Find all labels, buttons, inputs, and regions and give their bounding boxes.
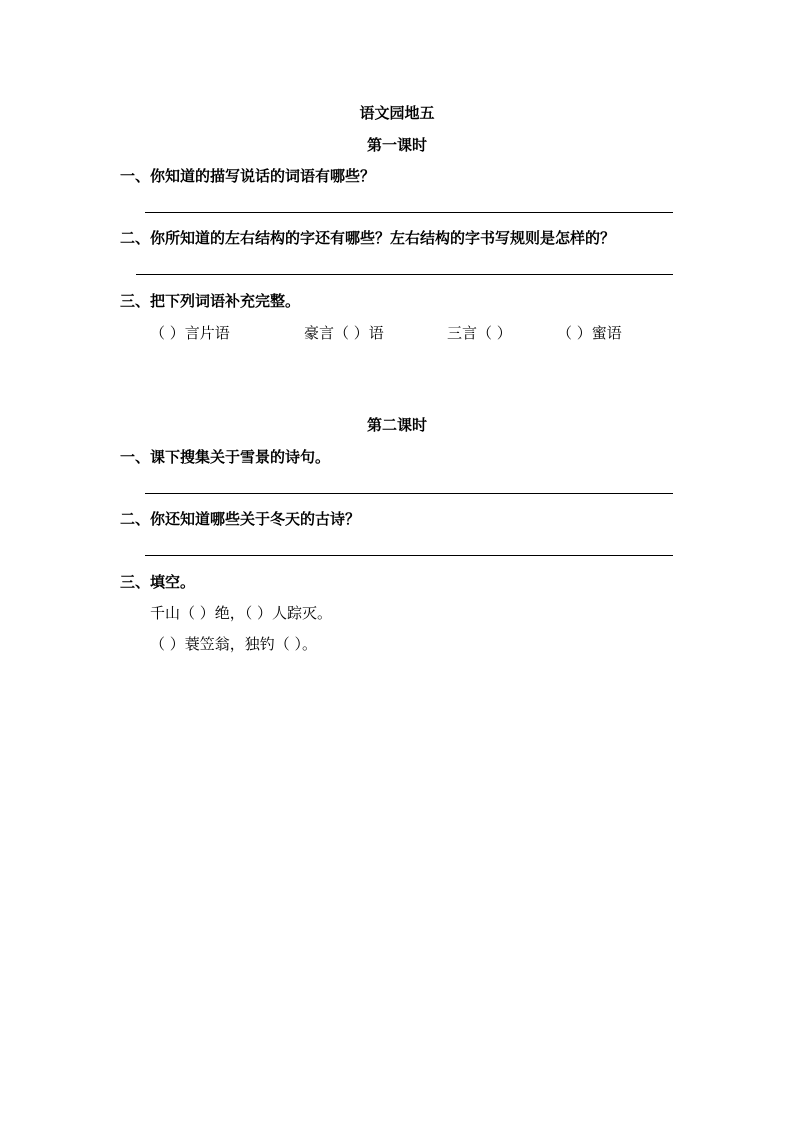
poem-fill-line-1[interactable]: 千山（ ）绝，（ ）人踪灭。 <box>150 604 333 622</box>
fill-item-1[interactable]: （ ）言片语 <box>150 324 230 342</box>
lesson-1-heading: 第一课时 <box>366 136 427 154</box>
answer-line-l2-q2[interactable] <box>145 555 673 556</box>
lesson-2-question-1: 一、课下搜集关于雪景的诗句。 <box>120 448 331 466</box>
poem-fill-line-2[interactable]: （ ）蓑笠翁，独钓（ ）。 <box>150 635 318 653</box>
fill-item-4[interactable]: （ ）蜜语 <box>557 324 622 342</box>
answer-line-l2-q1[interactable] <box>145 493 673 494</box>
lesson-1-question-3: 三、把下列词语补充完整。 <box>120 292 301 310</box>
lesson-2-question-3: 三、填空。 <box>120 573 196 591</box>
answer-line-l1-q1[interactable] <box>145 212 673 213</box>
fill-item-3[interactable]: 三言（ ） <box>447 324 512 342</box>
fill-item-2[interactable]: 豪言（ ）语 <box>304 324 384 342</box>
answer-line-l1-q2[interactable] <box>136 274 673 275</box>
lesson-1-question-2: 二、你所知道的左右结构的字还有哪些？左右结构的字书写规则是怎样的？ <box>120 229 616 247</box>
lesson-1-question-1: 一、你知道的描写说话的词语有哪些？ <box>120 167 376 185</box>
lesson-2-heading: 第二课时 <box>366 416 427 434</box>
lesson-2-question-2: 二、你还知道哪些关于冬天的古诗？ <box>120 510 361 528</box>
document-title: 语文园地五 <box>359 104 435 122</box>
